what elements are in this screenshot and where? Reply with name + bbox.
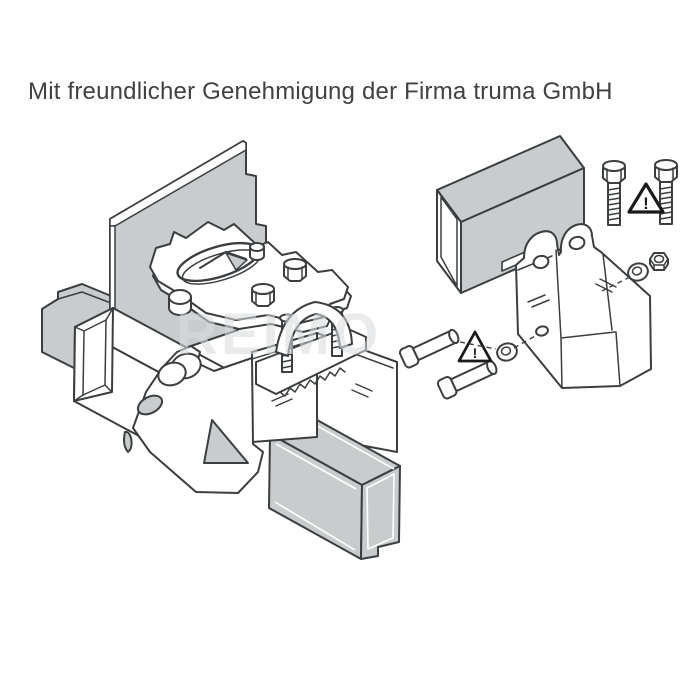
watermark: REIMO bbox=[176, 302, 382, 367]
assembled-view bbox=[42, 141, 400, 559]
svg-text:!: ! bbox=[472, 345, 478, 361]
hex-screw-left bbox=[603, 161, 625, 225]
hex-nut bbox=[650, 253, 668, 270]
hex-bolt-plate-right bbox=[284, 259, 306, 281]
permission-caption: Mit freundlicher Genehmigung der Firma truma GmbH bbox=[28, 78, 613, 105]
warning-triangle-icon-small bbox=[459, 332, 491, 361]
small-pin bbox=[250, 243, 264, 260]
washer-lower bbox=[495, 341, 519, 363]
exploded-view bbox=[399, 136, 677, 400]
mounting-bracket bbox=[516, 224, 651, 388]
hex-screw-right bbox=[655, 160, 677, 224]
bracket-slot bbox=[124, 432, 132, 452]
clamp-pin-lower bbox=[437, 356, 500, 399]
clamp-pin-upper bbox=[399, 325, 462, 368]
svg-text:!: ! bbox=[643, 194, 649, 213]
warning-triangle-icon bbox=[629, 184, 663, 213]
